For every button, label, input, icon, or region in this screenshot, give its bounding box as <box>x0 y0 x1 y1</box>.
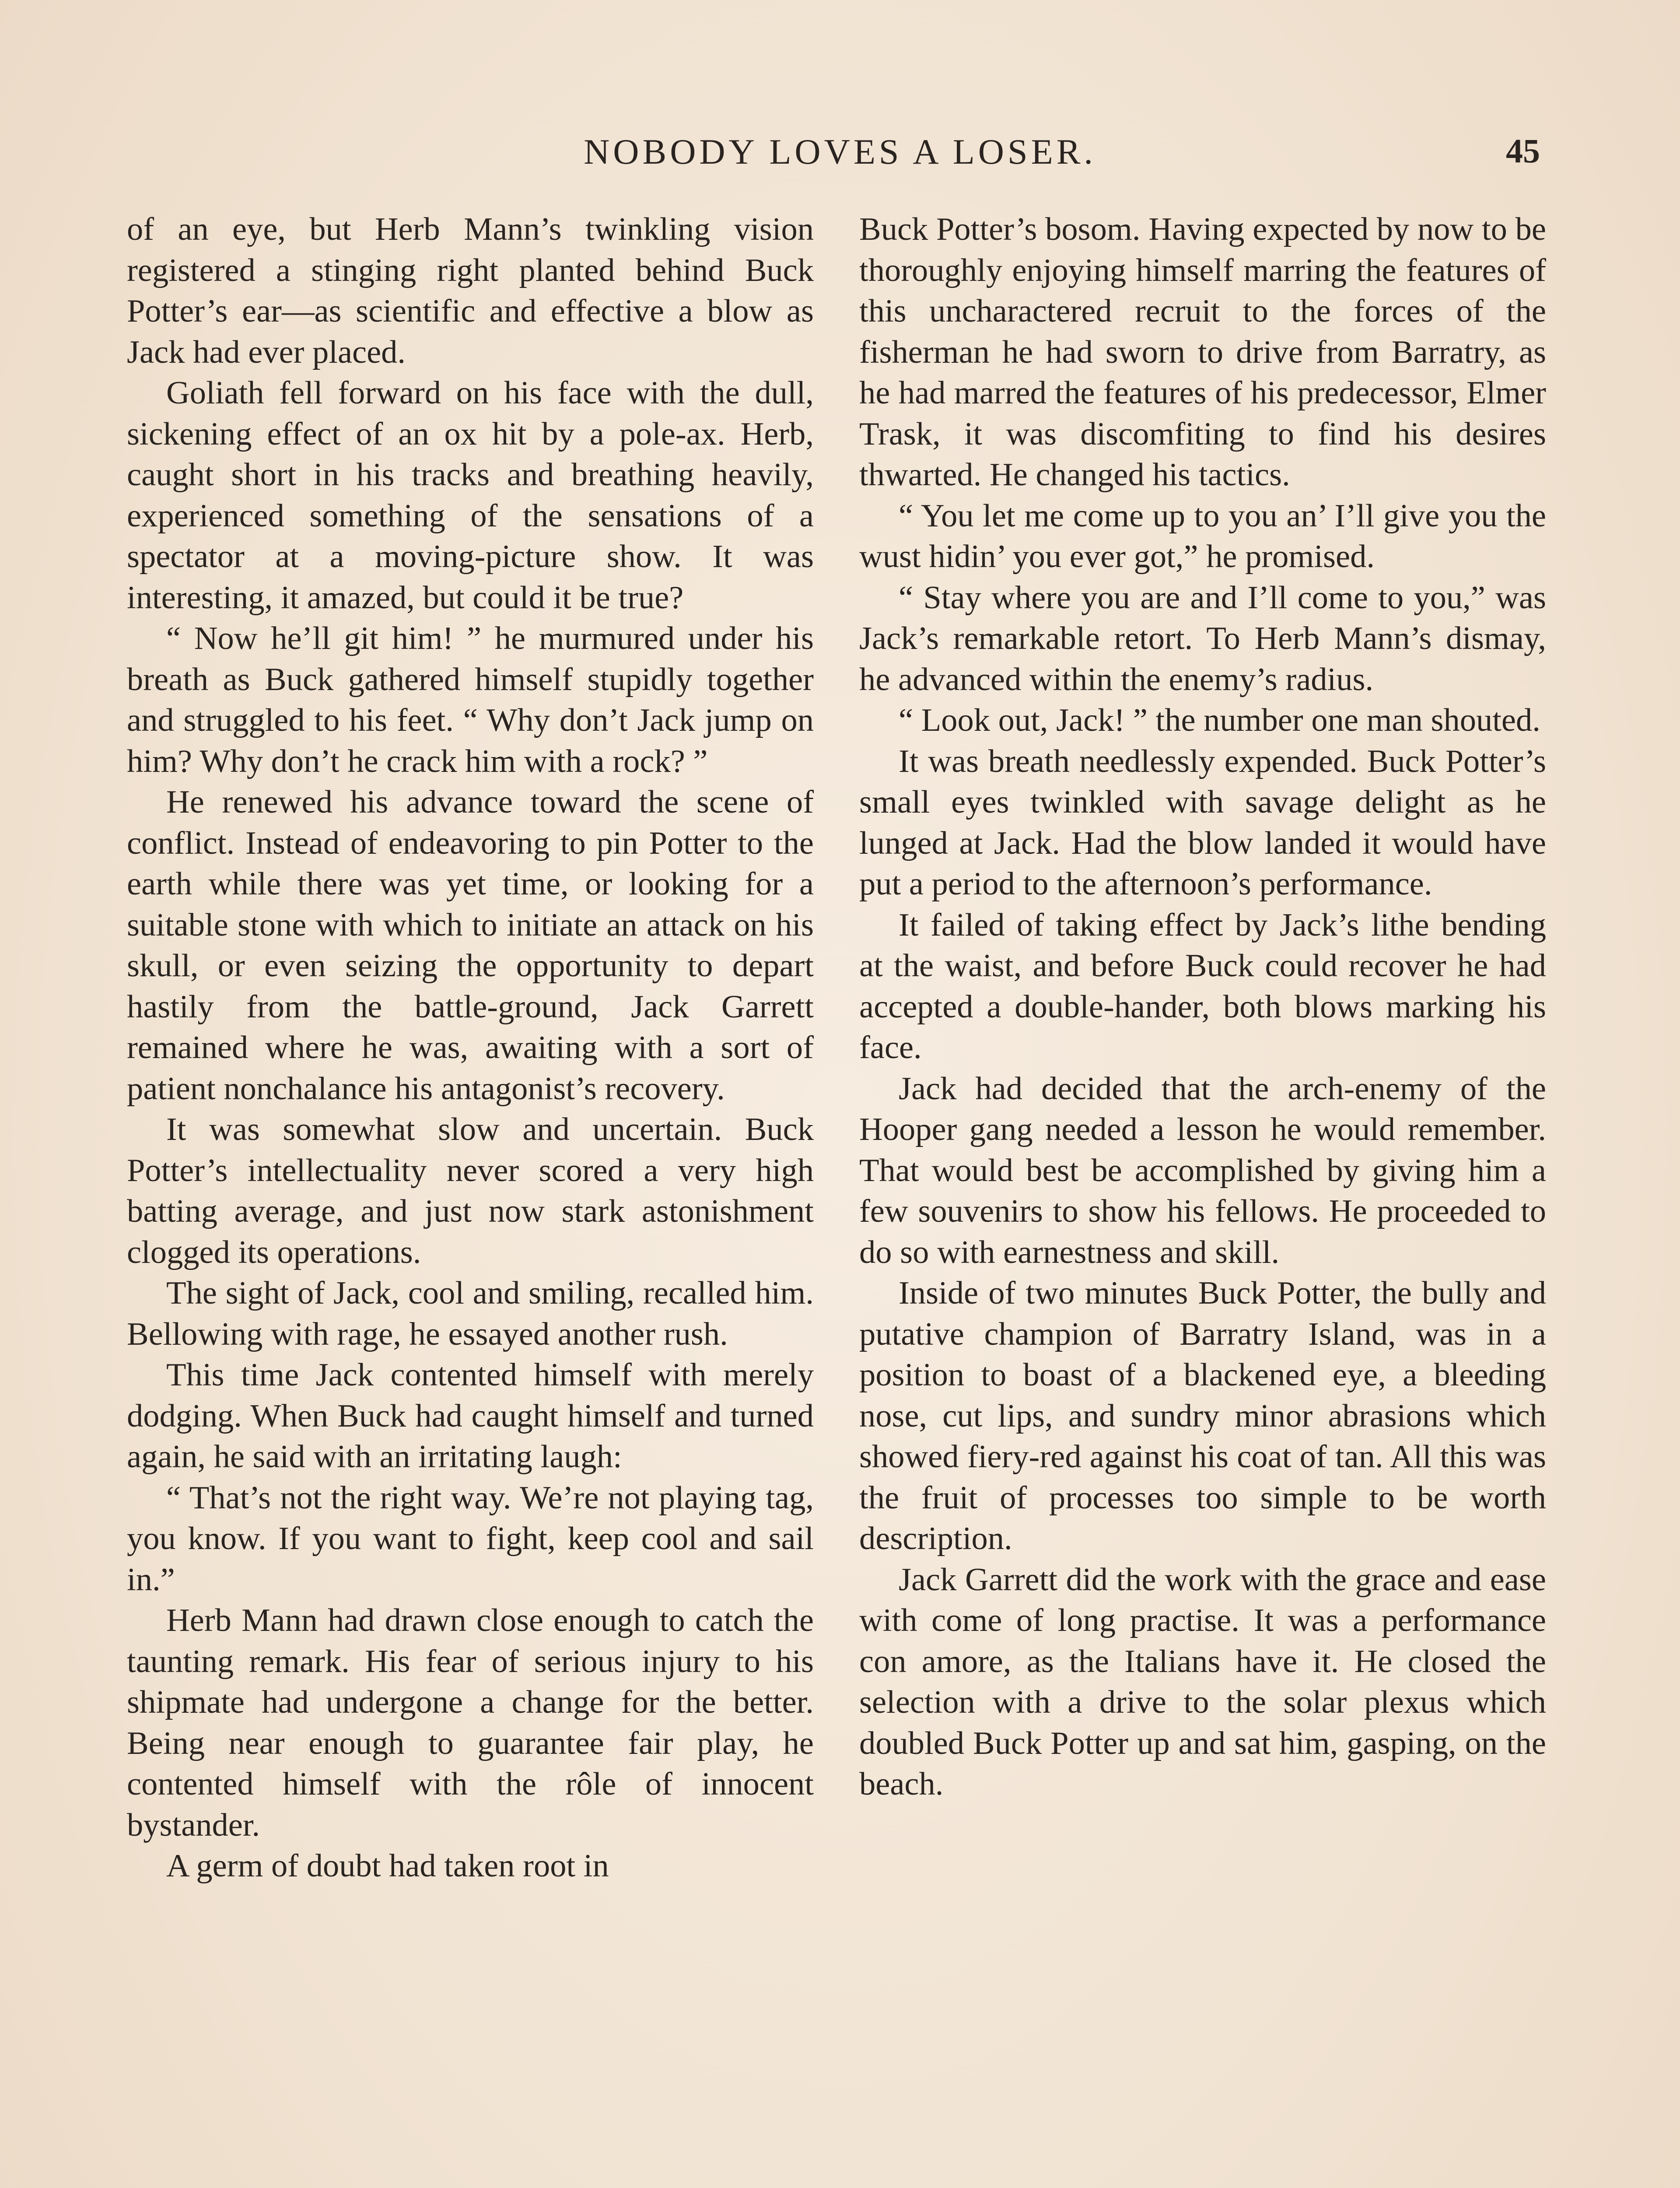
paragraph: The sight of Jack, cool and smiling, recalled him. Bellowing with rage, he essayed another rush. <box>127 1275 814 1352</box>
paragraph: It was breath needlessly expended. Buck Potter’s small eyes twinkled with savage delight as he lunged at Jack. Had the blow landed it would have put a period to the afternoon’s performance. <box>859 743 1546 902</box>
paragraph: “ Look out, Jack! ” the number one man shouted. <box>899 702 1540 738</box>
paragraph: of an eye, but Herb Mann’s twinkling vision registered a stinging right planted behind Buck Potter’s ear—as scientific and effective a blow as Jack had ever placed. <box>127 211 814 370</box>
paragraph: It failed of taking effect by Jack’s lithe bending at the waist, and before Buck could recover he had accepted a double-hander, both blows marking his face. <box>859 907 1546 1066</box>
paragraph: Herb Mann had drawn close enough to catch the taunting remark. His fear of serious injury to his shipmate had undergone a change for the better. Being near enough to guarantee fair play, he contented himself with the rôle of innocent bystander. <box>127 1602 814 1843</box>
paragraph: Buck Potter’s bosom. Having expected by now to be thoroughly enjoying himself marring the features of this uncharactered recruit to the forces of the fisherman he had sworn to drive from Barratry, as he had marred the features of his predecessor, Elmer Trask, it was discomfiting to find his desires thwarted. He changed his tactics. <box>859 211 1546 493</box>
running-title: NOBODY LOVES A LOSER. <box>584 132 1096 172</box>
paragraph: “ Stay where you are and I’ll come to you,” was Jack’s remarkable retort. To Herb Mann’s dismay, he advanced within the enemy’s radius. <box>859 579 1546 698</box>
paragraph: “ You let me come up to you an’ I’ll give you the wust hidin’ you ever got,” he promised. <box>859 498 1546 575</box>
right-column <box>859 209 1546 1805</box>
paragraph: A germ of doubt had taken root in <box>166 1848 609 1884</box>
left-column <box>127 209 814 1887</box>
paragraph: Inside of two minutes Buck Potter, the bully and putative champion of Barratry Island, was in a position to boast of a blackened eye, a bleeding nose, cut lips, and sundry minor abrasions which showed fiery-red against his coat of tan. All this was the fruit of processes too simple to be worth description. <box>859 1275 1546 1557</box>
paragraph: Jack Garrett did the work with the grace and ease with come of long practise. It was a performance con amore, as the Italians have it. He closed the selection with a drive to the solar plexus which doubled Buck Potter up and sat him, gasping, on the beach. <box>859 1561 1546 1802</box>
paragraph: He renewed his advance toward the scene of conflict. Instead of endeavoring to pin Potter to the earth while there was yet time, or looking for a suitable stone with which to initiate an attack on his skull, or even seizing the opportunity to depart hastily from the battle-ground, Jack Garrett remained where he was, awaiting with a sort of patient nonchalance his antagonist’s recovery. <box>127 784 814 1107</box>
paragraph: Jack had decided that the arch-enemy of the Hooper gang needed a lesson he would remember. That would best be accomplished by giving him a few souvenirs to show his fellows. He proceeded to do so with earnestness and skill. <box>859 1070 1546 1270</box>
page-header <box>140 131 1540 184</box>
paragraph: “ Now he’ll git him! ” he murmured under his breath as Buck gathered himself stupidly together and struggled to his feet. “ Why don’t Jack jump on him? Why don’t he crack him with a rock? ” <box>127 621 814 779</box>
page-number: 45 <box>1506 132 1540 170</box>
paragraph: It was somewhat slow and uncertain. Buck Potter’s intellectuality never scored a very high batting average, and just now stark astonishment clogged its operations. <box>127 1112 814 1270</box>
paragraph: This time Jack contented himself with merely dodging. When Buck had caught himself and turned again, he said with an irritating laugh: <box>127 1357 814 1475</box>
paragraph: “ That’s not the right way. We’re not playing tag, you know. If you want to fight, keep cool and sail in.” <box>127 1480 814 1598</box>
paragraph: Goliath fell forward on his face with the dull, sickening effect of an ox hit by a pole-ax. Herb, caught short in his tracks and breathing heavily, experienced something of the sensations of a spectator at a moving-picture show. It was interesting, it amazed, but could it be true? <box>127 375 814 616</box>
